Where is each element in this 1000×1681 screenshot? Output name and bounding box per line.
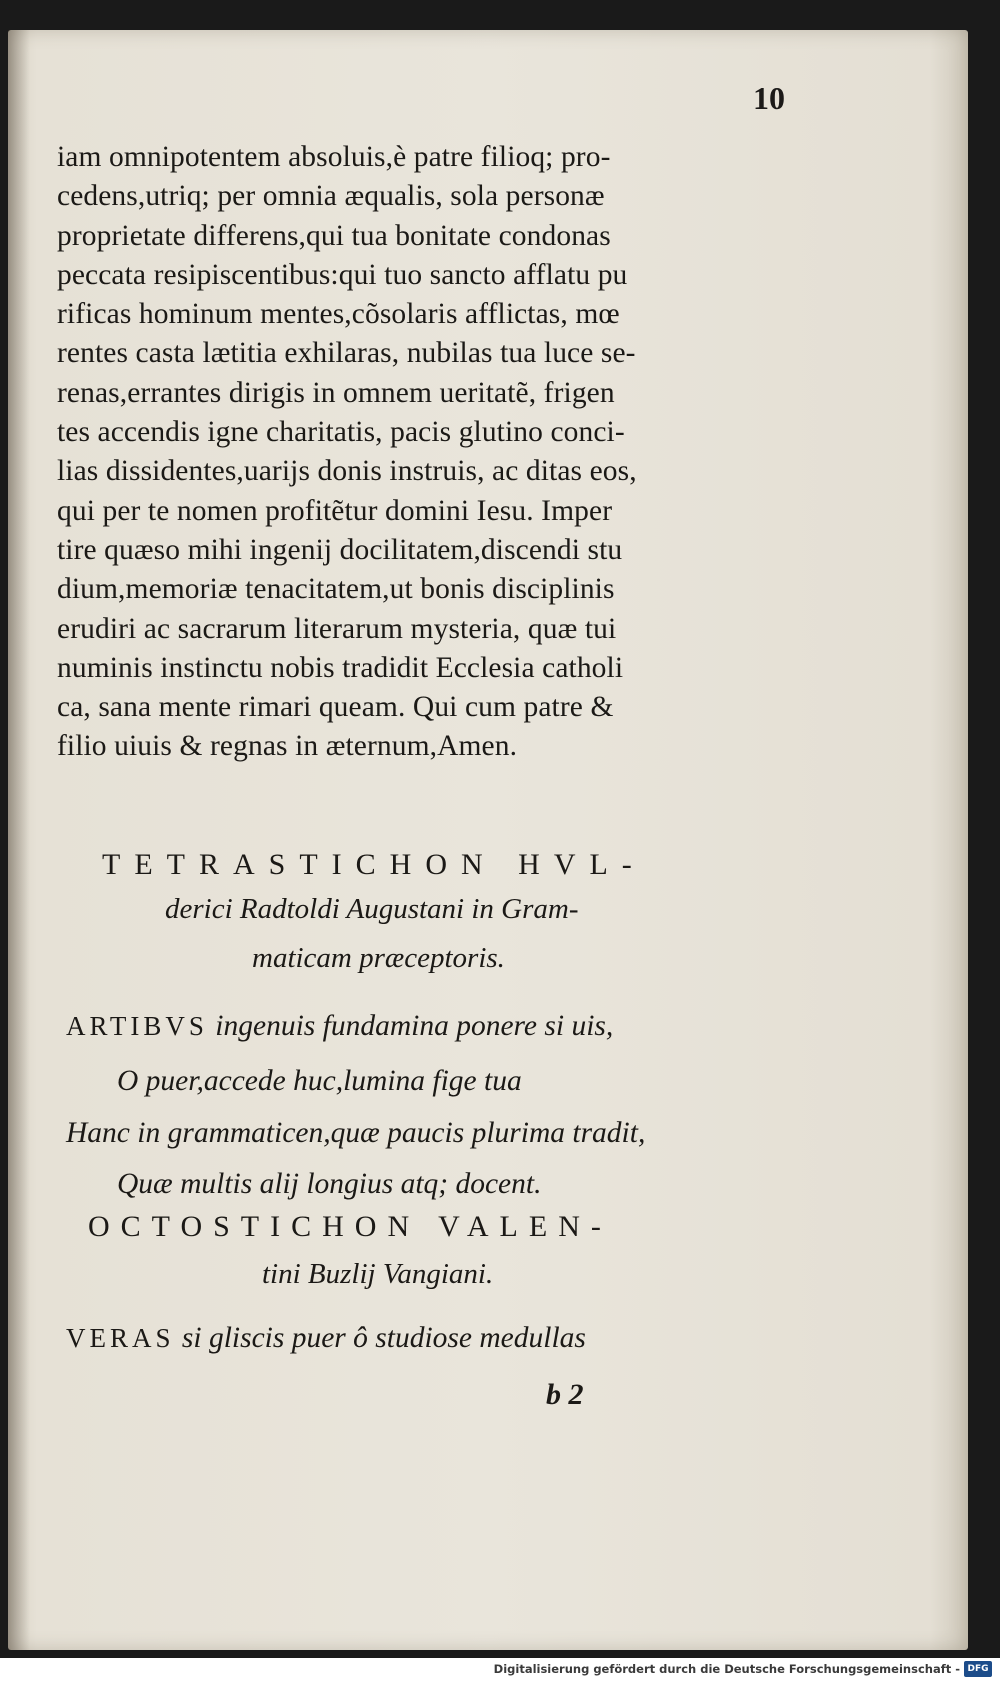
verse-text: si gliscis puer ô studiose medullas bbox=[174, 1322, 586, 1354]
verse-initial-caps: VERAS bbox=[66, 1323, 175, 1353]
prose-line: lias dissidentes,uarijs donis instruis, ac ditas eos, bbox=[57, 455, 637, 488]
octostichon-heading: OCTOSTICHON VALEN- bbox=[88, 1210, 612, 1243]
folio-number: 10 bbox=[753, 80, 785, 116]
prose-line: rificas hominum mentes,cõsolaris afflictas, mœ bbox=[57, 298, 620, 331]
prose-line: iam omnipotentem absoluis,è patre filioq; pro- bbox=[57, 141, 611, 173]
tetrastichon-subheading-1: derici Radtoldi Augustani in Gram- bbox=[165, 893, 579, 925]
octostichon-verse-1 bbox=[66, 1322, 586, 1355]
prose-line: cedens,utriq; per omnia æqualis, sola personæ bbox=[57, 180, 605, 213]
tetrastichon-verse-2: O puer,accede huc,lumina fige tua bbox=[117, 1065, 522, 1097]
verse-text: ingenuis fundamina ponere si uis, bbox=[207, 1010, 614, 1042]
tetrastichon-verse-4: Quæ multis alij longius atq; docent. bbox=[117, 1168, 542, 1200]
prayer-prose bbox=[57, 138, 757, 767]
prose-line: dium,memoriæ tenacitatem,ut bonis disciplinis bbox=[57, 573, 615, 606]
signature-mark: b 2 bbox=[546, 1378, 584, 1411]
prose-line: tire quæso mihi ingenij docilitatem,discendi stu bbox=[57, 533, 623, 566]
prose-line: filio uiuis & regnas in æternum,Amen. bbox=[57, 730, 518, 763]
prose-line: rentes casta lætitia exhilaras, nubilas tua luce se- bbox=[57, 337, 636, 370]
footer-bar bbox=[0, 1658, 1000, 1681]
spine-shadow bbox=[8, 30, 30, 1650]
dfg-logo-icon: DFG bbox=[964, 1661, 992, 1677]
prose-line: numinis instinctu nobis tradidit Ecclesia catholi bbox=[57, 651, 624, 684]
prose-line: erudiri ac sacrarum literarum mysteria, quæ tui bbox=[57, 612, 617, 645]
prose-line: ca, sana mente rimari queam. Qui cum patre & bbox=[57, 691, 614, 724]
tetrastichon-subheading-2: maticam præceptoris. bbox=[252, 942, 505, 974]
tetrastichon-verse-1 bbox=[66, 1010, 613, 1043]
prose-line: qui per te nomen profitẽtur domini Iesu. Imper bbox=[57, 494, 613, 527]
tetrastichon-verse-3: Hanc in grammaticen,quæ paucis plurima tradit, bbox=[66, 1117, 646, 1149]
prose-line: peccata resipiscentibus:qui tuo sancto afflatu pu bbox=[57, 258, 628, 291]
tetrastichon-heading: TETRASTICHON HVL- bbox=[102, 848, 646, 881]
dfg-credit-text: Digitalisierung gefördert durch die Deutsche Forschungsgemeinschaft - bbox=[493, 1662, 960, 1676]
octostichon-subheading: tini Buzlij Vangiani. bbox=[262, 1258, 494, 1290]
verse-initial-caps: ARTIBVS bbox=[66, 1011, 208, 1041]
prose-line: proprietate differens,qui tua bonitate condonas bbox=[57, 219, 611, 252]
prose-line: renas,errantes dirigis in omnem ueritatẽ, frigen bbox=[57, 376, 615, 409]
prose-line: tes accendis igne charitatis, pacis glutino conci- bbox=[57, 416, 625, 449]
